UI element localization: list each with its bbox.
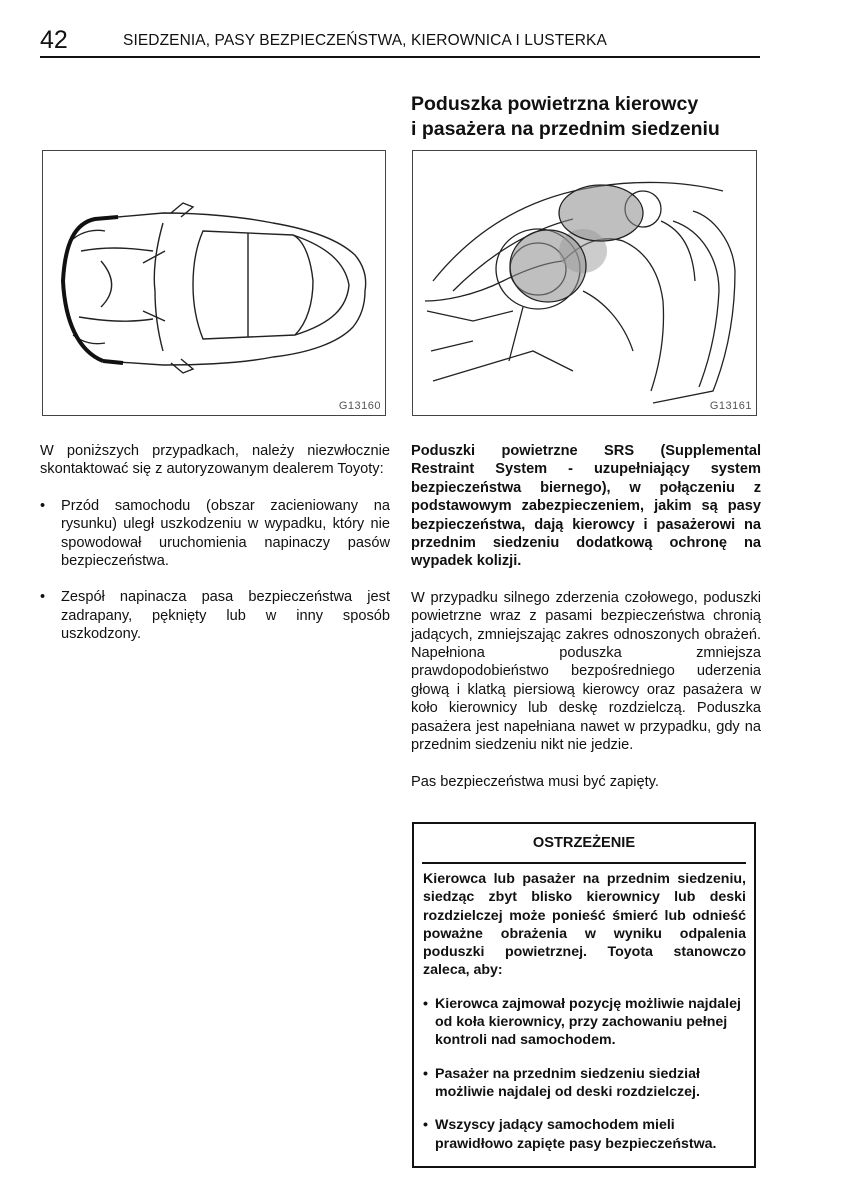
- running-title: SIEDZENIA, PASY BEZPIECZEŃSTWA, KIEROWNICA I LUSTERKA: [123, 32, 607, 49]
- list-item: • Zespół napinacza pasa bezpieczeństwa jest zadrapany, pęknięty lub w inny sposób uszkodzony.: [40, 588, 390, 643]
- srs-intro: Poduszki powietrzne SRS (Supplemental Restraint System - uzupełniający system bezpieczeństwa biernego), w połączeniu z podstawowym zabezpieczeniem, jakim są pasy bezpieczeństwa, dają kierowcy i pasażerowi na przednim siedzeniu dodatkową ochronę na wypadek kolizji.: [411, 443, 761, 570]
- section-title: [411, 92, 761, 142]
- section-title-line-1: Poduszka powietrzna kierowcy: [411, 93, 699, 115]
- car-top-view-illustration: [43, 151, 385, 415]
- section-title-line-2: i pasażera na przednim siedzeniu: [411, 118, 720, 140]
- left-column: [40, 442, 390, 644]
- collision-paragraph: W przypadku silnego zderzenia czołowego, poduszki powietrzne wraz z pasami bezpieczeństwa chronią jadących, zmniejszając zakres odnoszonych obrażeń. Napełniona poduszka zmniejsza prawdopodobieństwo bezpośredniego uderzenia głową i klatką piersiową kierowcy oraz pasażera w koło kierownicy lub deskę rozdzielczą. Poduszka pasażera jest napełniana nawet w przypadku, gdy na przednim siedzeniu nikt nie jedzie.: [411, 589, 761, 754]
- warning-body: [423, 870, 746, 1153]
- warning-list-item: • Pasażer na przednim siedzeniu siedział możliwie najdalej od deski rozdzielczej.: [423, 1065, 746, 1102]
- list-item: • Przód samochodu (obszar zacieniowany na rysunku) uległ uszkodzeniu w wypadku, który nie spowodował uruchomienia napinaczy pasów bezpieczeństwa.: [40, 497, 390, 571]
- left-intro: W poniższych przypadkach, należy niezwłocznie skontaktować się z autoryzowanym dealerem Toyoty:: [40, 443, 390, 478]
- figure-code-right: G13161: [709, 400, 752, 412]
- warning-title: OSTRZEŻENIE: [422, 832, 746, 864]
- car-top-view-figure: [42, 150, 386, 416]
- airbag-deployment-illustration: [413, 151, 756, 415]
- figure-code-left: G13160: [338, 400, 381, 412]
- warning-box: [412, 822, 756, 1168]
- warning-list-item: • Wszyscy jadący samochodem mieli prawidłowo zapięte pasy bezpieczeństwa.: [423, 1116, 746, 1153]
- warning-list-item: • Kierowca zajmował pozycję możliwie najdalej od koła kierownicy, przy zachowaniu pełnej kontroli nad samochodem.: [423, 995, 746, 1050]
- page-header: [40, 26, 760, 58]
- warning-intro: Kierowca lub pasażer na przednim siedzeniu, siedząc zbyt blisko kierownicy lub deski rozdzielczej może ponieść śmierć lub odnieść poważne obrażenia w wyniku odpalenia poduszki powietrznej. Toyota stanowczo zaleca, aby:: [423, 871, 746, 979]
- seatbelt-note: Pas bezpieczeństwa musi być zapięty.: [411, 773, 659, 790]
- right-column: [411, 442, 761, 791]
- page-number: 42: [40, 26, 68, 54]
- airbag-deployment-figure: [412, 150, 757, 416]
